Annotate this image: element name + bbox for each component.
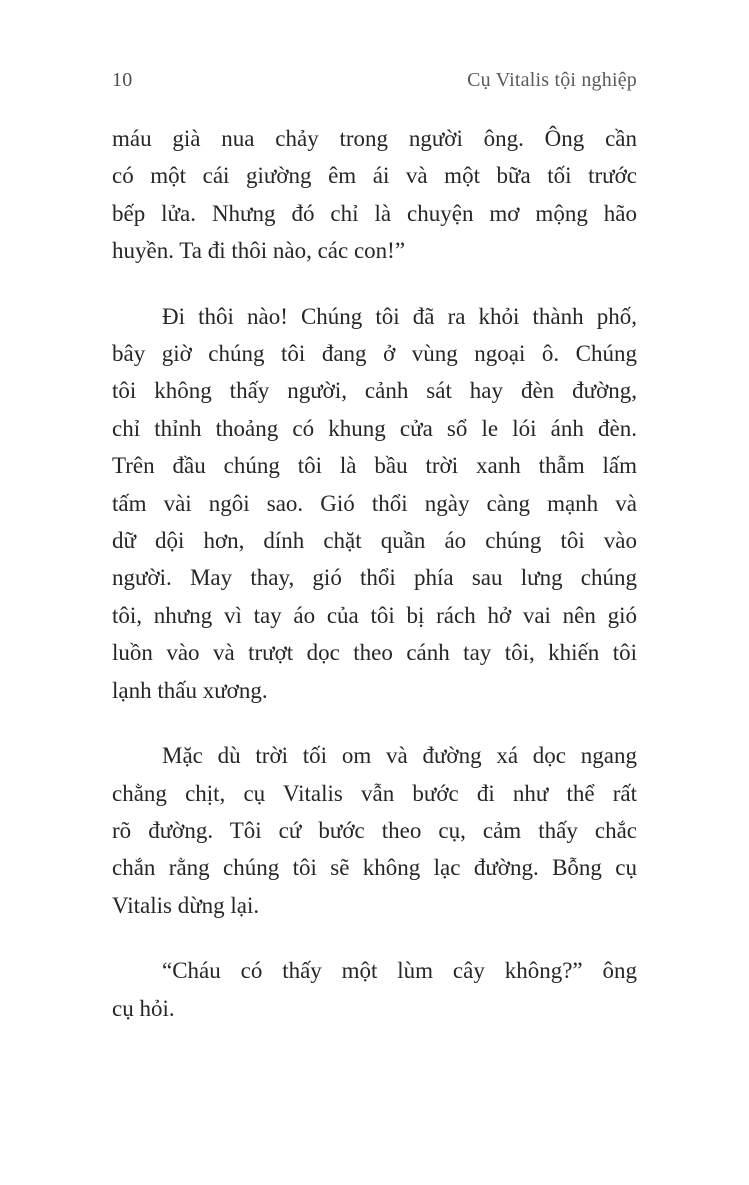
text-line: dữ dội hơn, dính chặt quần áo chúng tôi vào <box>112 528 637 554</box>
paragraph <box>112 120 637 270</box>
text-line: tôi, nhưng vì tay áo của tôi bị rách hở vai nên gió <box>112 602 637 628</box>
text-line: Đi thôi nào! Chúng tôi đã ra khỏi thành phố, <box>162 303 637 329</box>
paragraph <box>112 737 637 924</box>
paragraph <box>112 952 637 1027</box>
text-line: bây giờ chúng tôi đang ở vùng ngoại ô. Chúng <box>112 341 637 367</box>
text-line: cụ hỏi. <box>112 995 175 1021</box>
text-line: luồn vào và trượt dọc theo cánh tay tôi, khiến tôi <box>112 640 637 666</box>
text-block <box>112 120 637 1027</box>
text-line: lạnh thấu xương. <box>112 677 268 703</box>
text-line: tôi không thấy người, cảnh sát hay đèn đường, <box>112 378 637 404</box>
text-line: Trên đầu chúng tôi là bầu trời xanh thẫm lấm <box>112 453 637 479</box>
text-line: chắn rằng chúng tôi sẽ không lạc đường. Bỗng cụ <box>112 855 637 881</box>
text-line: tấm vài ngôi sao. Gió thổi ngày càng mạnh và <box>112 490 637 516</box>
text-line: người. May thay, gió thổi phía sau lưng chúng <box>112 565 637 591</box>
text-line: rõ đường. Tôi cứ bước theo cụ, cảm thấy chắc <box>112 817 637 843</box>
text-line: chằng chịt, cụ Vitalis vẫn bước đi như thể rất <box>112 780 637 806</box>
text-line: chỉ thỉnh thoảng có khung cửa sổ le lói ánh đèn. <box>112 415 637 441</box>
text-line: “Cháu có thấy một lùm cây không?” ông <box>162 958 637 984</box>
text-line: Vitalis dừng lại. <box>112 892 260 918</box>
text-line: máu già nua chảy trong người ông. Ông cần <box>112 126 637 151</box>
text-line: có một cái giường êm ái và một bữa tối trước <box>112 163 637 189</box>
text-line: Mặc dù trời tối om và đường xá dọc ngang <box>162 743 637 769</box>
text-line: huyền. Ta đi thôi nào, các con!” <box>112 238 406 264</box>
page-header <box>112 68 637 92</box>
text-line: bếp lửa. Nhưng đó chỉ là chuyện mơ mộng hão <box>112 200 637 226</box>
running-title: Cụ Vitalis tội nghiệp <box>467 69 637 91</box>
page-number: 10 <box>112 69 133 91</box>
paragraph <box>112 298 637 709</box>
